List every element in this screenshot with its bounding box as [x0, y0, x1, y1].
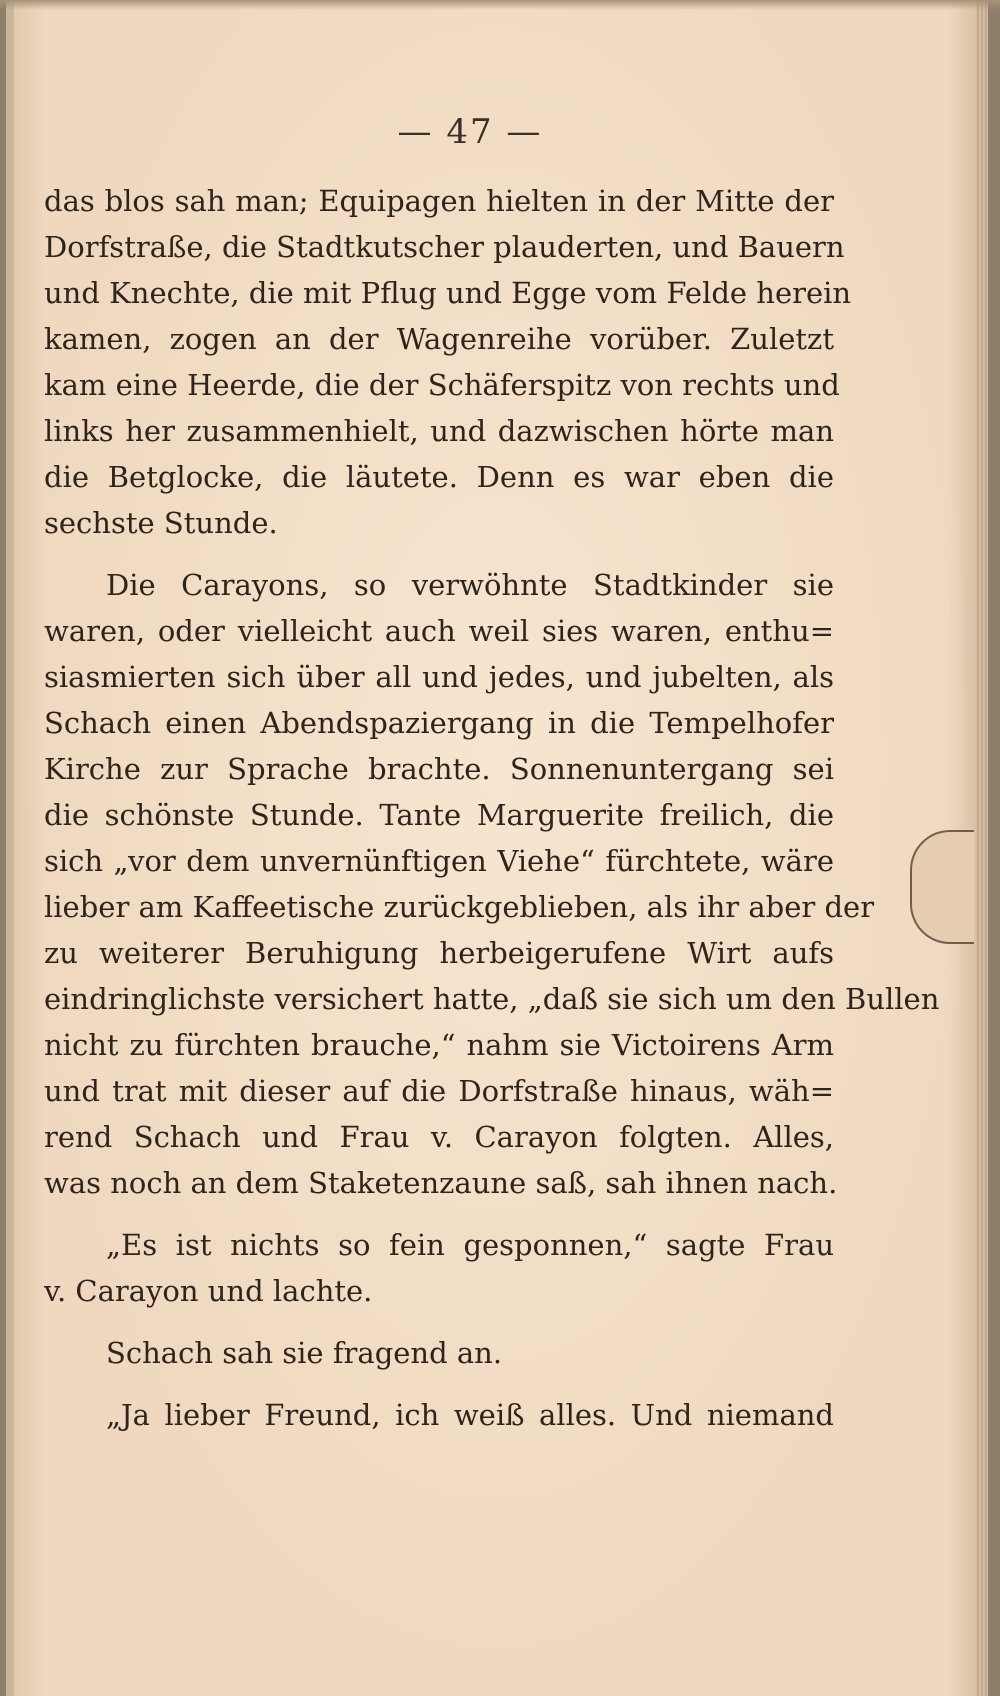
thumb-index-notch: [910, 830, 974, 944]
text-line: rend Schach und Frau v. Carayon folgten. Alles,: [44, 1120, 834, 1154]
text-line: sich „vor dem unvernünftigen Viehe“ fürchtete, wäre: [44, 844, 834, 878]
paragraph: [44, 562, 940, 1206]
book-page: [6, 0, 988, 1696]
text-line: Schach einen Abendspaziergang in die Tempelhofer: [44, 706, 834, 740]
text-line: nicht zu fürchten brauche,“ nahm sie Victoirens Arm: [44, 1028, 834, 1062]
text-line: v. Carayon und lachte.: [44, 1274, 373, 1308]
text-line: „Ja lieber Freund, ich weiß alles. Und niemand: [106, 1398, 834, 1432]
paragraph: [44, 1392, 834, 1438]
page-fore-edge: [976, 0, 988, 1696]
text-line: und trat mit dieser auf die Dorfstraße hinaus, wäh=: [44, 1074, 834, 1108]
text-line: waren, oder vielleicht auch weil sies waren, enthu=: [44, 614, 834, 648]
paragraph: [44, 178, 852, 546]
text-line: Die Carayons, so verwöhnte Stadtkinder sie: [106, 568, 834, 602]
text-line: lieber am Kaffeetische zurückgeblieben, als ihr aber der: [44, 890, 875, 924]
text-line: links her zusammenhielt, und dazwischen hörte man: [44, 414, 834, 448]
paragraph: [44, 1222, 834, 1314]
body-text: [44, 178, 940, 1438]
text-line: sechste Stunde.: [44, 506, 278, 540]
text-line: Dorfstraße, die Stadtkutscher plauderten, und Bauern: [44, 230, 845, 264]
text-line: siasmierten sich über all und jedes, und jubelten, als: [44, 660, 834, 694]
text-line: die Betglocke, die läutete. Denn es war eben die: [44, 460, 834, 494]
text-line: „Es ist nichts so fein gesponnen,“ sagte Frau: [106, 1228, 834, 1262]
text-line: Schach sah sie fragend an.: [106, 1336, 503, 1370]
text-line: was noch an dem Staketenzaune saß, sah ihnen nach.: [44, 1166, 838, 1200]
text-line: zu weiterer Beruhigung herbeigerufene Wirt aufs: [44, 936, 834, 970]
text-line: eindringlichste versichert hatte, „daß sie sich um den Bullen: [44, 982, 940, 1016]
text-line: kam eine Heerde, die der Schäferspitz von rechts und: [44, 368, 840, 402]
text-line: Kirche zur Sprache brachte. Sonnenuntergang sei: [44, 752, 834, 786]
text-line: das blos sah man; Equipagen hielten in der Mitte der: [44, 184, 834, 218]
text-line: kamen, zogen an der Wagenreihe vorüber. Zuletzt: [44, 322, 834, 356]
page-number: — 47 —: [397, 112, 543, 152]
text-line: die schönste Stunde. Tante Marguerite freilich, die: [44, 798, 834, 832]
text-line: und Knechte, die mit Pflug und Egge vom Felde herein: [44, 276, 852, 310]
page-gutter: [6, 0, 14, 1696]
paragraph: [44, 1330, 834, 1376]
page-top-edge: [0, 0, 1000, 10]
